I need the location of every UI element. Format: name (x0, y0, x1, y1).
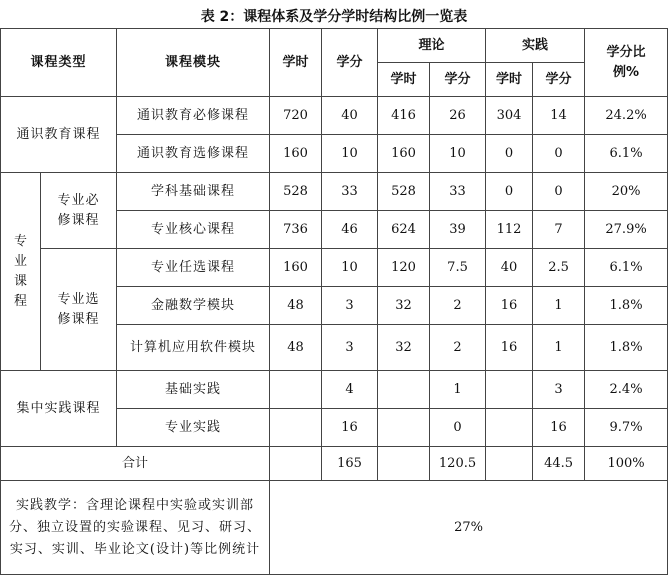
header-credits: 学分 (322, 29, 378, 97)
theory-credits-cell: 2 (430, 287, 486, 325)
ratio-cell: 9.7% (585, 409, 668, 447)
group-major-courses (1, 173, 41, 371)
total-row (1, 447, 668, 481)
theory-hours-cell: 120 (378, 249, 430, 287)
header-credit-ratio: 学分比例% (585, 29, 668, 97)
module-cell: 基础实践 (117, 371, 270, 409)
total-label: 合计 (1, 447, 270, 481)
practice-note-text: 实践教学：含理论课程中实验或实训部分、独立设置的实验课程、见习、研习、实习、实训、毕业论文(设计)等比例统计 (1, 481, 270, 575)
curriculum-table (0, 28, 668, 575)
hours-cell (270, 371, 322, 409)
hours-cell: 160 (270, 249, 322, 287)
theory-credits-cell: 39 (430, 211, 486, 249)
practice-credits-cell: 1 (533, 287, 585, 325)
practice-hours-cell: 304 (486, 97, 533, 135)
module-cell: 通识教育选修课程 (117, 135, 270, 173)
group-major-elective-label: 专业选修课程 (57, 291, 100, 327)
hours-cell (270, 409, 322, 447)
practice-hours-cell (486, 409, 533, 447)
credits-cell: 4 (322, 371, 378, 409)
ratio-cell: 24.2% (585, 97, 668, 135)
table-row (1, 97, 668, 135)
group-major-required (41, 173, 117, 249)
theory-hours-cell: 528 (378, 173, 430, 211)
practice-credits-cell: 16 (533, 409, 585, 447)
theory-hours-cell: 160 (378, 135, 430, 173)
practice-hours-cell: 40 (486, 249, 533, 287)
module-cell: 专业核心课程 (117, 211, 270, 249)
header-hours: 学时 (270, 29, 322, 97)
table-row (1, 249, 668, 287)
module-cell: 专业任选课程 (117, 249, 270, 287)
theory-credits-cell: 1 (430, 371, 486, 409)
module-label: 计算机应用软件模块 (130, 339, 257, 355)
practice-credits-cell: 0 (533, 173, 585, 211)
theory-credits-cell: 33 (430, 173, 486, 211)
ratio-cell: 2.4% (585, 371, 668, 409)
credits-cell: 10 (322, 249, 378, 287)
theory-hours-cell (378, 409, 430, 447)
practice-hours-cell: 112 (486, 211, 533, 249)
total-practice-hours (486, 447, 533, 481)
hours-cell: 720 (270, 97, 322, 135)
hours-cell: 48 (270, 287, 322, 325)
module-cell: 通识教育必修课程 (117, 97, 270, 135)
ratio-cell: 6.1% (585, 135, 668, 173)
hours-cell: 736 (270, 211, 322, 249)
ratio-cell: 20% (585, 173, 668, 211)
total-hours (270, 447, 322, 481)
practice-note-value: 27% (270, 481, 668, 575)
hours-cell: 160 (270, 135, 322, 173)
credits-cell: 33 (322, 173, 378, 211)
table-title: 表 2：课程体系及学分学时结构比例一览表 (200, 9, 468, 25)
header-course-module: 课程模块 (117, 29, 270, 97)
theory-credits-cell: 26 (430, 97, 486, 135)
table-row (1, 173, 668, 211)
group-concentrated-practice: 集中实践课程 (1, 371, 117, 447)
total-theory-hours (378, 447, 430, 481)
header-theory-credits: 学分 (430, 63, 486, 97)
module-cell: 学科基础课程 (117, 173, 270, 211)
group-major-label: 专业课程 (13, 233, 27, 309)
practice-credits-cell: 2.5 (533, 249, 585, 287)
module-cell (117, 325, 270, 371)
theory-hours-cell: 416 (378, 97, 430, 135)
ratio-cell: 6.1% (585, 249, 668, 287)
header-course-type: 课程类型 (1, 29, 117, 97)
credits-cell: 10 (322, 135, 378, 173)
hours-cell: 48 (270, 325, 322, 371)
practice-hours-cell: 0 (486, 173, 533, 211)
practice-note-row (1, 481, 668, 575)
credits-cell: 16 (322, 409, 378, 447)
hours-cell: 528 (270, 173, 322, 211)
header-practice-hours: 学时 (486, 63, 533, 97)
theory-hours-cell (378, 371, 430, 409)
ratio-cell: 1.8% (585, 325, 668, 371)
total-credits: 165 (322, 447, 378, 481)
practice-credits-cell: 14 (533, 97, 585, 135)
practice-hours-cell: 16 (486, 325, 533, 371)
theory-credits-cell: 2 (430, 325, 486, 371)
total-practice-credits: 44.5 (533, 447, 585, 481)
credits-cell: 3 (322, 287, 378, 325)
theory-hours-cell: 32 (378, 287, 430, 325)
practice-hours-cell: 16 (486, 287, 533, 325)
credits-cell: 40 (322, 97, 378, 135)
header-practice: 实践 (486, 29, 585, 63)
credits-cell: 3 (322, 325, 378, 371)
group-major-required-label: 专业必修课程 (57, 192, 100, 228)
theory-credits-cell: 0 (430, 409, 486, 447)
table-row (1, 371, 668, 409)
credits-cell: 46 (322, 211, 378, 249)
ratio-cell: 27.9% (585, 211, 668, 249)
total-ratio: 100% (585, 447, 668, 481)
header-practice-credits: 学分 (533, 63, 585, 97)
practice-credits-cell: 0 (533, 135, 585, 173)
practice-hours-cell: 0 (486, 135, 533, 173)
theory-hours-cell: 624 (378, 211, 430, 249)
practice-credits-cell: 7 (533, 211, 585, 249)
header-theory: 理论 (378, 29, 486, 63)
total-theory-credits: 120.5 (430, 447, 486, 481)
theory-hours-cell: 32 (378, 325, 430, 371)
module-cell: 专业实践 (117, 409, 270, 447)
practice-credits-cell: 3 (533, 371, 585, 409)
theory-credits-cell: 10 (430, 135, 486, 173)
practice-credits-cell: 1 (533, 325, 585, 371)
group-major-elective (41, 249, 117, 371)
module-cell: 金融数学模块 (117, 287, 270, 325)
ratio-cell: 1.8% (585, 287, 668, 325)
group-general-education: 通识教育课程 (1, 97, 117, 173)
practice-hours-cell (486, 371, 533, 409)
theory-credits-cell: 7.5 (430, 249, 486, 287)
header-theory-hours: 学时 (378, 63, 430, 97)
